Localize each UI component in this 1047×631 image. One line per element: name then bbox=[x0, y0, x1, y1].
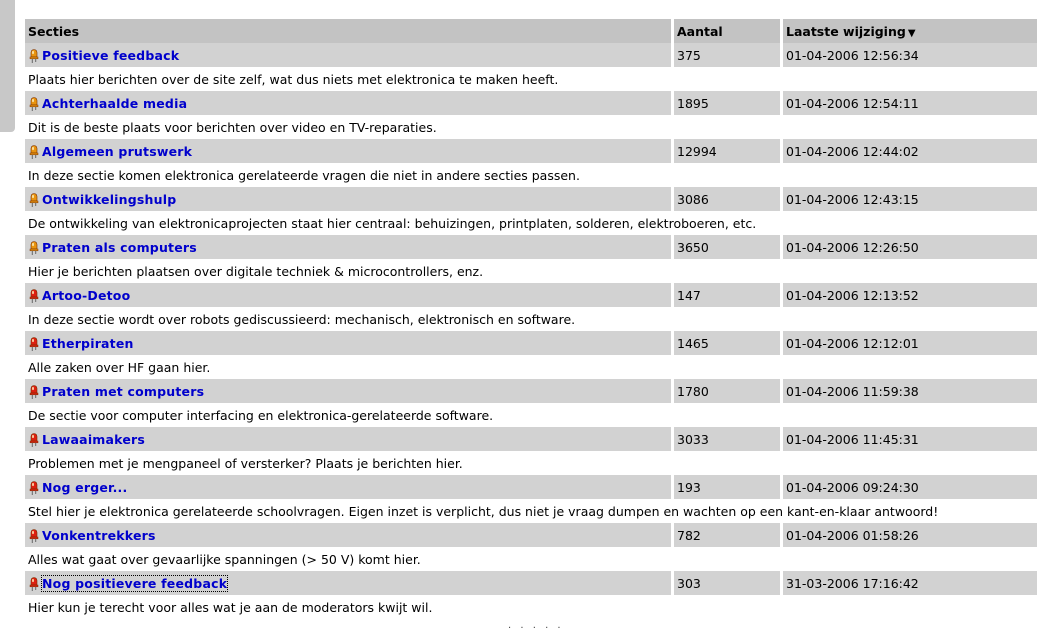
section-title-cell bbox=[25, 283, 671, 307]
section-description: In deze sectie komen elektronica gerelateerde vragen die niet in andere secties passen. bbox=[25, 163, 1037, 187]
led-orange-icon bbox=[28, 240, 40, 255]
section-description: Problemen met je mengpaneel of versterker? Plaats je berichten hier. bbox=[25, 451, 1037, 475]
last-change-date: 01-04-2006 12:12:01 bbox=[783, 331, 1037, 355]
post-count: 147 bbox=[674, 283, 780, 307]
post-count: 1780 bbox=[674, 379, 780, 403]
section-row bbox=[25, 139, 1037, 163]
section-description-row bbox=[25, 211, 1037, 235]
section-description: Dit is de beste plaats voor berichten over video en TV-reparaties. bbox=[25, 115, 1037, 139]
section-description-row bbox=[25, 163, 1037, 187]
post-count: 782 bbox=[674, 523, 780, 547]
section-link[interactable]: Lawaaimakers bbox=[42, 431, 146, 447]
section-title-cell bbox=[25, 91, 671, 115]
section-row bbox=[25, 283, 1037, 307]
section-title-cell bbox=[25, 523, 671, 547]
section-title-cell bbox=[25, 43, 671, 67]
sort-descending-icon: ▼ bbox=[907, 27, 916, 39]
section-link[interactable]: Nog positievere feedback bbox=[42, 575, 228, 591]
post-count: 3650 bbox=[674, 235, 780, 259]
section-link[interactable]: Achterhaalde media bbox=[42, 95, 188, 111]
post-count: 3086 bbox=[674, 187, 780, 211]
post-count: 12994 bbox=[674, 139, 780, 163]
led-orange-icon bbox=[28, 192, 40, 207]
section-title-cell bbox=[25, 139, 671, 163]
post-count: 1895 bbox=[674, 91, 780, 115]
section-description: Alles wat gaat over gevaarlijke spanningen (> 50 V) komt hier. bbox=[25, 547, 1037, 571]
section-description: Plaats hier berichten over de site zelf, wat dus niets met elektronica te maken heeft. bbox=[25, 67, 1037, 91]
sections-table bbox=[22, 19, 1040, 619]
section-description: Alle zaken over HF gaan hier. bbox=[25, 355, 1037, 379]
section-description: Stel hier je elektronica gerelateerde schoolvragen. Eigen inzet is verplicht, dus niet je vraag dumpen en wachten op een kant-en-klaar antwoord! bbox=[25, 499, 1037, 523]
led-red-icon bbox=[28, 384, 40, 399]
section-row bbox=[25, 427, 1037, 451]
section-description-row bbox=[25, 355, 1037, 379]
section-description-row bbox=[25, 499, 1037, 523]
section-title-cell bbox=[25, 379, 671, 403]
section-row bbox=[25, 43, 1037, 67]
post-count: 303 bbox=[674, 571, 780, 595]
section-link[interactable]: Vonkentrekkers bbox=[42, 527, 156, 543]
cut-off-footer-text: . . . . . bbox=[508, 620, 564, 631]
section-link[interactable]: Positieve feedback bbox=[42, 47, 180, 63]
section-link[interactable]: Praten met computers bbox=[42, 383, 205, 399]
last-change-date: 01-04-2006 12:13:52 bbox=[783, 283, 1037, 307]
section-link[interactable]: Nog erger... bbox=[42, 479, 128, 495]
led-orange-icon bbox=[28, 48, 40, 63]
section-link[interactable]: Ontwikkelingshulp bbox=[42, 191, 177, 207]
header-count[interactable]: Aantal bbox=[674, 19, 780, 43]
led-red-icon bbox=[28, 528, 40, 543]
section-description: De ontwikkeling van elektronicaprojecten staat hier centraal: behuizingen, printplaten, solderen, elektroboeren, etc. bbox=[25, 211, 1037, 235]
header-last-change-label: Laatste wijziging bbox=[786, 23, 906, 39]
last-change-date: 01-04-2006 12:43:15 bbox=[783, 187, 1037, 211]
section-title-cell bbox=[25, 331, 671, 355]
table-header-row bbox=[25, 19, 1037, 43]
section-row bbox=[25, 475, 1037, 499]
post-count: 193 bbox=[674, 475, 780, 499]
last-change-date: 01-04-2006 01:58:26 bbox=[783, 523, 1037, 547]
page-scroll-tab[interactable] bbox=[0, 0, 15, 132]
led-red-icon bbox=[28, 576, 40, 591]
last-change-date: 01-04-2006 11:59:38 bbox=[783, 379, 1037, 403]
header-last-change[interactable] bbox=[783, 19, 1037, 43]
section-row bbox=[25, 91, 1037, 115]
section-description-row bbox=[25, 115, 1037, 139]
section-link[interactable]: Praten als computers bbox=[42, 239, 197, 255]
section-description: Hier kun je terecht voor alles wat je aan de moderators kwijt wil. bbox=[25, 595, 1037, 619]
section-title-cell bbox=[25, 475, 671, 499]
section-link[interactable]: Algemeen prutswerk bbox=[42, 143, 193, 159]
led-red-icon bbox=[28, 432, 40, 447]
last-change-date: 01-04-2006 12:56:34 bbox=[783, 43, 1037, 67]
section-description-row bbox=[25, 307, 1037, 331]
section-link[interactable]: Artoo-Detoo bbox=[42, 287, 131, 303]
last-change-date: 01-04-2006 12:54:11 bbox=[783, 91, 1037, 115]
section-link[interactable]: Etherpiraten bbox=[42, 335, 134, 351]
section-title-cell bbox=[25, 427, 671, 451]
last-change-date: 01-04-2006 09:24:30 bbox=[783, 475, 1037, 499]
section-title-cell bbox=[25, 571, 671, 595]
section-row bbox=[25, 523, 1037, 547]
section-description-row bbox=[25, 547, 1037, 571]
led-red-icon bbox=[28, 336, 40, 351]
section-description: Hier je berichten plaatsen over digitale techniek & microcontrollers, enz. bbox=[25, 259, 1037, 283]
section-description-row bbox=[25, 451, 1037, 475]
section-description-row bbox=[25, 403, 1037, 427]
led-orange-icon bbox=[28, 96, 40, 111]
last-change-date: 31-03-2006 17:16:42 bbox=[783, 571, 1037, 595]
section-row bbox=[25, 379, 1037, 403]
section-description-row bbox=[25, 67, 1037, 91]
last-change-date: 01-04-2006 12:26:50 bbox=[783, 235, 1037, 259]
section-row bbox=[25, 571, 1037, 595]
section-title-cell bbox=[25, 187, 671, 211]
section-row bbox=[25, 235, 1037, 259]
led-red-icon bbox=[28, 480, 40, 495]
section-description: In deze sectie wordt over robots gediscussieerd: mechanisch, elektronisch en software. bbox=[25, 307, 1037, 331]
section-description: De sectie voor computer interfacing en elektronica-gerelateerde software. bbox=[25, 403, 1037, 427]
section-title-cell bbox=[25, 235, 671, 259]
post-count: 3033 bbox=[674, 427, 780, 451]
last-change-date: 01-04-2006 11:45:31 bbox=[783, 427, 1037, 451]
section-row bbox=[25, 331, 1037, 355]
header-sections[interactable]: Secties bbox=[25, 19, 671, 43]
led-orange-icon bbox=[28, 144, 40, 159]
section-description-row bbox=[25, 595, 1037, 619]
post-count: 1465 bbox=[674, 331, 780, 355]
section-description-row bbox=[25, 259, 1037, 283]
section-row bbox=[25, 187, 1037, 211]
led-red-icon bbox=[28, 288, 40, 303]
post-count: 375 bbox=[674, 43, 780, 67]
last-change-date: 01-04-2006 12:44:02 bbox=[783, 139, 1037, 163]
